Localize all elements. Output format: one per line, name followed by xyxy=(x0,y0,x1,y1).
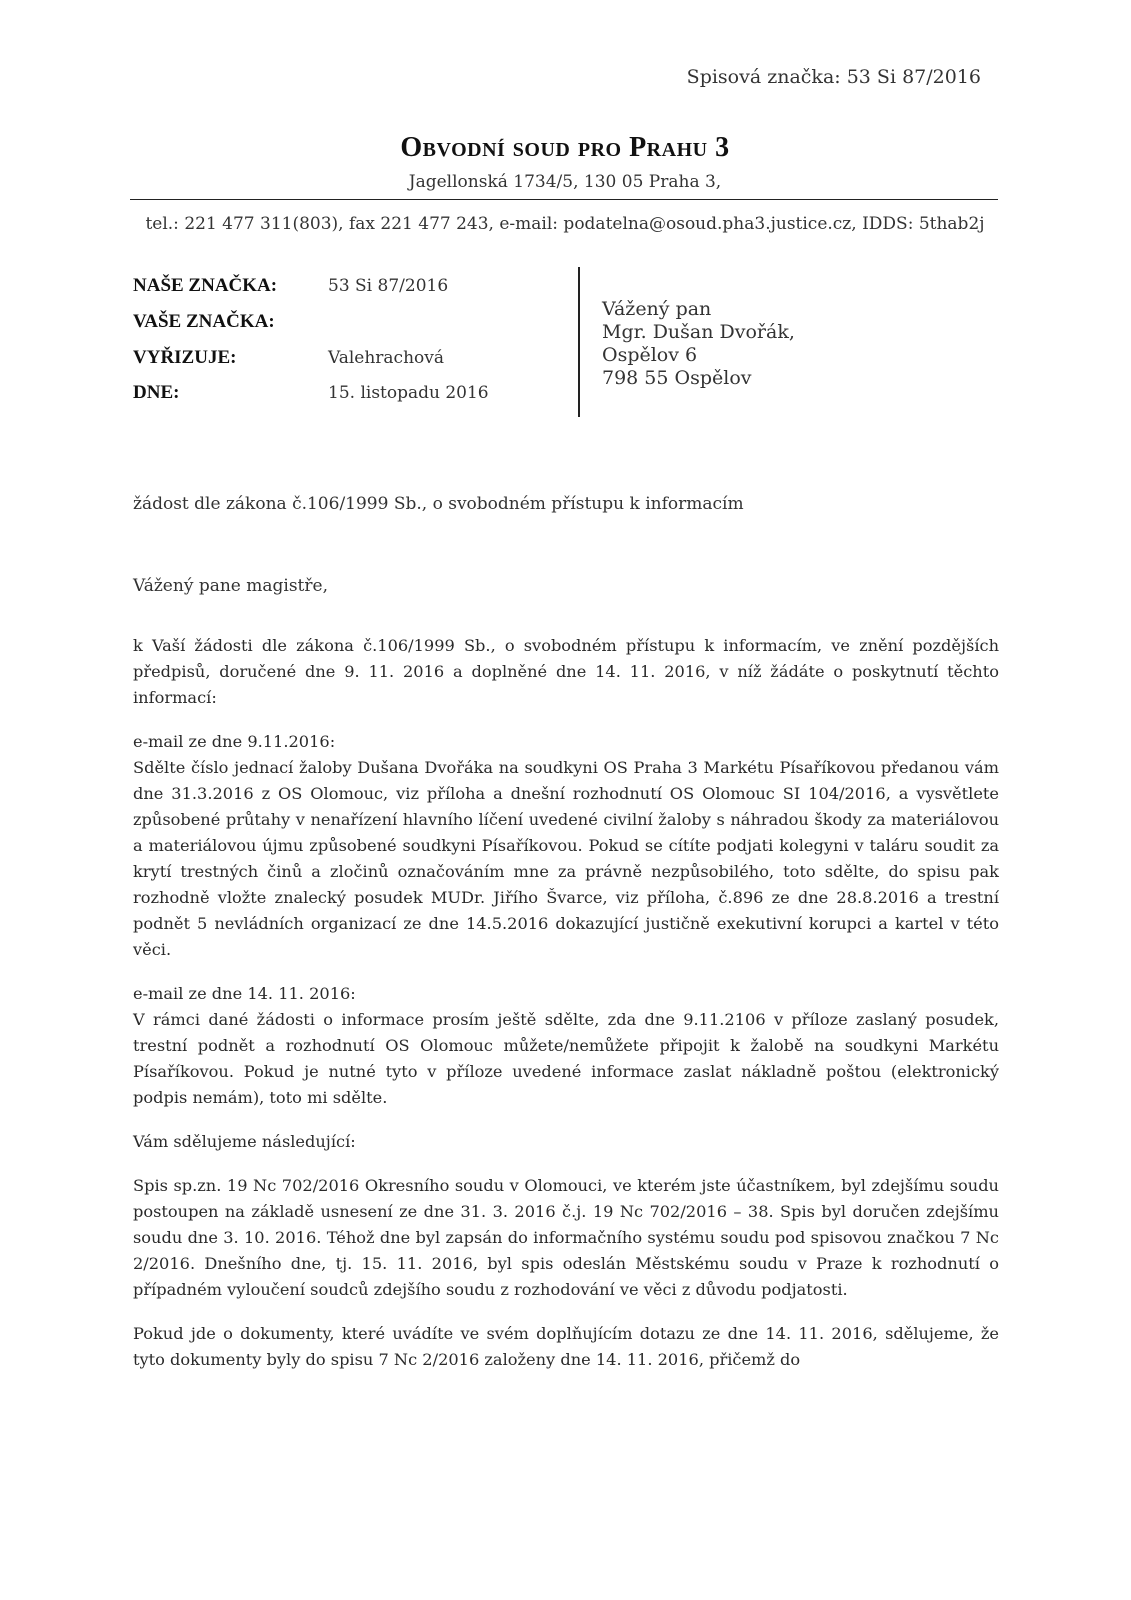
email2-text: V rámci dané žádosti o informace prosím ještě sdělte, zda dne 9.11.2106 v příloze zaslaný posudek, trestní podnět a rozhodnutí OS Olomouc můžete/nemůžete připojit k žalobě na soudkyni Markétu Písaříkovou. Pokud je nutné tyto v příloze uvedené informace zaslat nákladně poštou (elektronický podpis nemám), toto mi sdělte. xyxy=(133,1010,999,1107)
court-address: Jagellonská 1734/5, 130 05 Praha 3, xyxy=(408,172,722,192)
recipient-address xyxy=(602,298,795,390)
letter-subject: žádost dle zákona č.106/1999 Sb., o svobodném přístupu k informacím xyxy=(133,494,744,514)
recipient-greeting: Vážený pan xyxy=(602,298,712,320)
meta-label: DNE: xyxy=(133,382,180,403)
meta-value: 15. listopadu 2016 xyxy=(328,383,489,403)
court-contact: tel.: 221 477 311(803), fax 221 477 243, e-mail: podatelna@osoud.pha3.justice.cz, IDDS: 5thab2j xyxy=(145,214,985,234)
response-intro: Vám sdělujeme následující: xyxy=(133,1132,356,1151)
meta-label: VYŘIZUJE: xyxy=(133,347,237,368)
recipient-street: Ospělov 6 xyxy=(602,344,698,366)
meta-divider xyxy=(578,267,580,417)
meta-value: 53 Si 87/2016 xyxy=(328,276,449,296)
salutation: Vážený pane magistře, xyxy=(133,576,328,596)
recipient-city: 798 55 Ospělov xyxy=(602,367,752,389)
email2-label: e-mail ze dne 14. 11. 2016: xyxy=(133,984,356,1003)
email1-text: Sdělte číslo jednací žaloby Dušana Dvořáka na soudkyni OS Praha 3 Markétu Písaříkovou předanou vám dne 31.3.2016 z OS Olomouc, viz příloha a dnešní rozhodnutí OS Olomouc SI 104/2016, a vysvětlete způsobené průtahy v nenařízení hlavního líčení uvedené civilní žaloby s náhradou škody za materiálovou a materiálovou újmu způsobené soudkyni Písaříkovou. Pokud se cítíte podjati kolegyni v taláru soudit za krytí trestných činů a zločinů označováním mne za právně nezpůsobilého, toto sdělte, do spisu pak rozhodně vložte znalecký posudek MUDr. Jiřího Švarce, viz příloha, č.896 ze dne 28.8.2016 a trestní podnět 5 nevládních organizací ze dne 14.5.2016 dokazující justičně exekutivní korupci a kartel v této věci. xyxy=(133,758,999,959)
file-reference: Spisová značka: 53 Si 87/2016 xyxy=(686,66,981,88)
meta-value: Valehrachová xyxy=(328,348,445,368)
letter-body xyxy=(133,633,999,1373)
header-divider xyxy=(130,199,998,200)
meta-label: NAŠE ZNAČKA: xyxy=(133,275,278,296)
court-name: Obvodní soud pro Prahu 3 xyxy=(400,132,730,163)
meta-label: VAŠE ZNAČKA: xyxy=(133,311,275,332)
response-paragraph-2: Pokud jde o dokumenty, které uvádíte ve svém doplňujícím dotazu ze dne 14. 11. 2016, sdělujeme, že tyto dokumenty byly do spisu 7 Nc 2/2016 založeny dne 14. 11. 2016, přičemž do xyxy=(133,1324,999,1369)
response-paragraph-1: Spis sp.zn. 19 Nc 702/2016 Okresního soudu v Olomouci, ve kterém jste účastníkem, byl zdejšímu soudu postoupen na základě usnesení ze dne 31. 3. 2016 č.j. 19 Nc 702/2016 – 38. Spis byl doručen zdejšímu soudu dne 3. 10. 2016. Téhož dne byl zapsán do informačního systému soudu pod spisovou značkou 7 Nc 2/2016. Dnešního dne, tj. 15. 11. 2016, byl spis odeslán Městskému soudu v Praze k rozhodnutí o případném vyloučení soudců zdejšího soudu z rozhodování ve věci z důvodu podjatosti. xyxy=(133,1176,999,1299)
intro-paragraph: k Vaší žádosti dle zákona č.106/1999 Sb., o svobodném přístupu k informacím, ve znění pozdějších předpisů, doručené dne 9. 11. 2016 a doplněné dne 14. 11. 2016, v níž žádáte o poskytnutí těchto informací: xyxy=(133,636,999,707)
recipient-name: Mgr. Dušan Dvořák, xyxy=(602,321,795,343)
email1-label: e-mail ze dne 9.11.2016: xyxy=(133,732,336,751)
